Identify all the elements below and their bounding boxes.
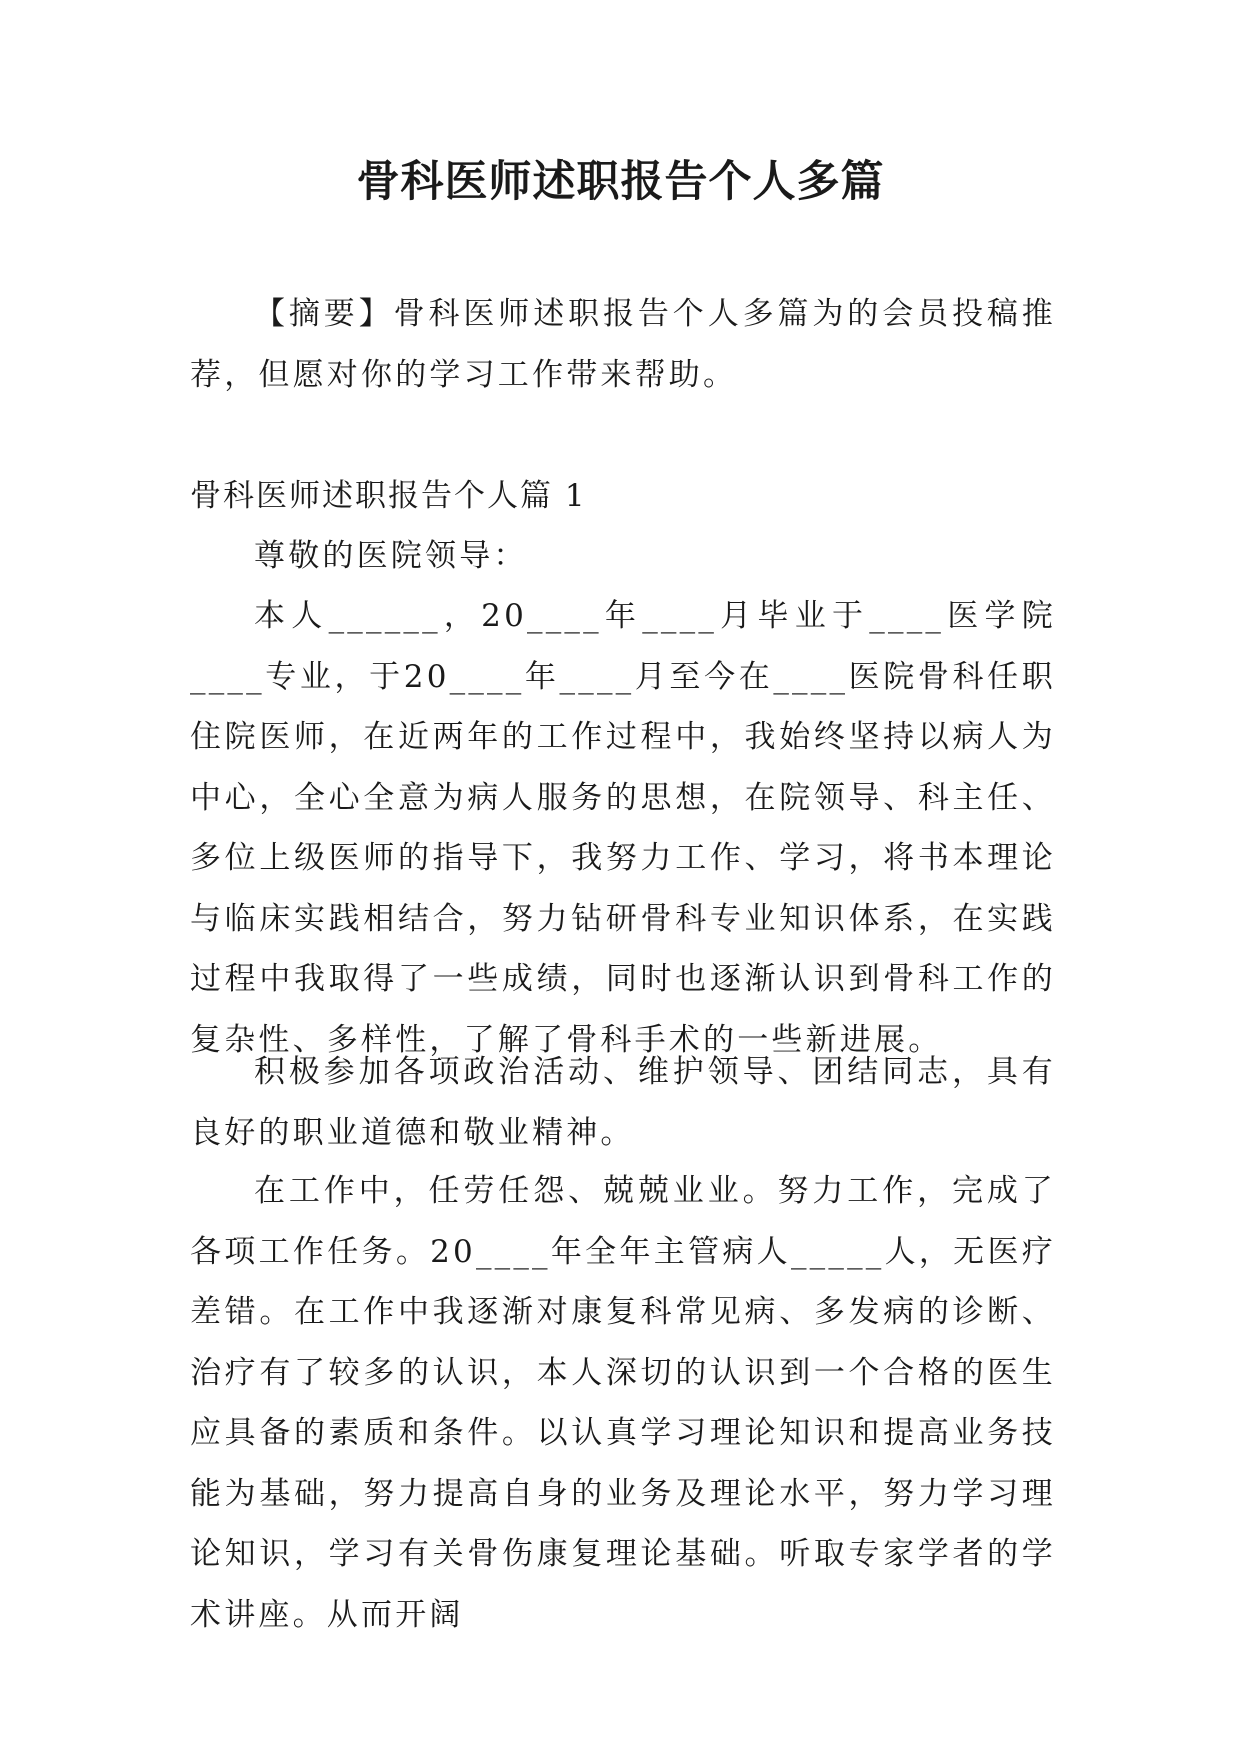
salutation: 尊敬的医院领导： xyxy=(254,538,528,574)
body-paragraph: 本人______，20____年____月毕业于____医学院____专业，于20____年____月至今在____医院骨科任职住院医师，在近两年的工作过程中，我始终坚持以病人为中心，全心全意为病人服务的思想，在院领导、科主任、多位上级医师的指导下，我努力工作、学习，将书本理论与临床实践相结合，努力钻研骨科专业知识体系，在实践过程中我取得了一些成绩，同时也逐渐认识到骨科工作的复杂性、多样性，了解了骨科手术的一些新进展。 xyxy=(190,598,1056,1058)
section-heading: 骨科医师述职报告个人篇 1 xyxy=(190,478,587,514)
document-title: 骨科医师述职报告个人多篇 xyxy=(356,157,885,207)
body-paragraph: 积极参加各项政治活动、维护领导、团结同志，具有良好的职业道德和敬业精神。 xyxy=(190,1054,1056,1151)
abstract-paragraph: 【摘要】骨科医师述职报告个人多篇为的会员投稿推荐，但愿对你的学习工作带来帮助。 xyxy=(190,296,1056,393)
body-paragraph: 在工作中，任劳任怨、兢兢业业。努力工作，完成了各项工作任务。20____年全年主管病人_____人，无医疗差错。在工作中我逐渐对康复科常见病、多发病的诊断、治疗有了较多的认识，本人深切的认识到一个合格的医生应具备的素质和条件。以认真学习理论知识和提高业务技能为基础，努力提高自身的业务及理论水平，努力学习理论知识，学习有关骨伤康复理论基础。听取专家学者的学术讲座。从而开阔 xyxy=(190,1173,1056,1633)
